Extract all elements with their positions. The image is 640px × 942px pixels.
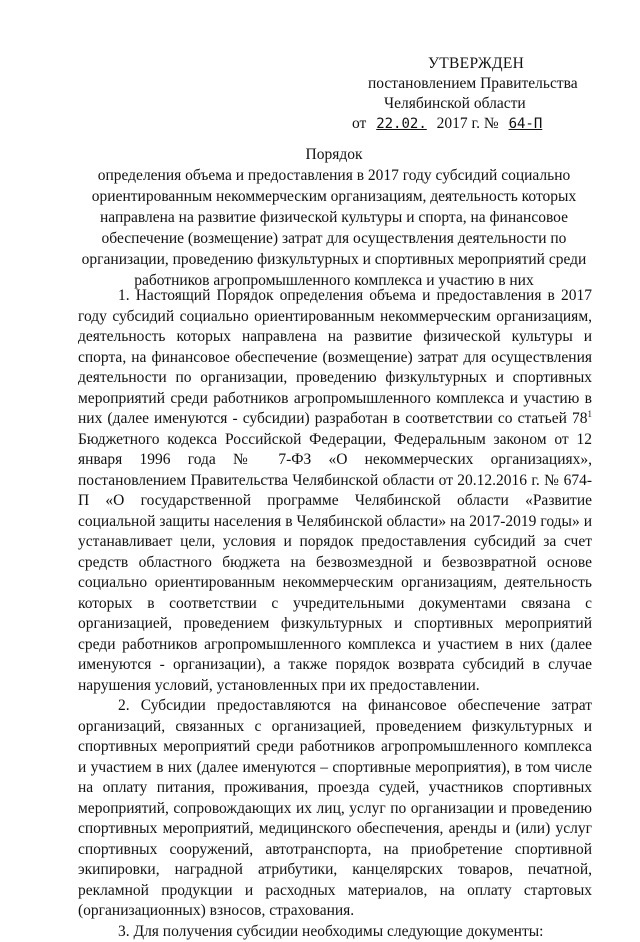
approval-resolution-line: постановлением Правительства <box>352 74 612 94</box>
paragraph-3: 3. Для получения субсидии необходимы следующие документы: <box>78 922 592 942</box>
date-prefix: от <box>352 115 366 132</box>
paragraph-1-part-a: 1. Настоящий Порядок определения объема и предоставления в 2017 году субсидий социально ориентированным некоммерческим организациям, деятельность которых направлена на развитие физической культуры и спорта, на финансовое обеспечение (возмещение) затрат для осуществления деятельности по организации, проведению физкультурных и спортивных мероприятий среди работников агропромышленного комплекса и участию в них (далее именуются - субсидии) разработан в соответствии со статьей 78 <box>78 287 592 427</box>
date-value: 22.02. <box>370 116 433 132</box>
paragraph-1-part-b: Бюджетного кодекса Российской Федерации, Федеральным законом от 12 января 1996 года № 7-ФЗ «О некоммерческих организациях», постановлением Правительства Челябинской области от 20.12.2016 г. № 674-П «О государственной программе Челябинской области «Развитие социальной защиты населения в Челябинской области» на 2017-2019 годы» и устанавливает цели, условия и порядок предоставления субсидий за счет средств областного бюджета на безвозмездной и безвозвратной основе социально ориентированным некоммерческим организациям, деятельность которых в соответствии с учредительными документами связана с организацией, проведением физкультурных и спортивных мероприятий среди работников агропромышленного комплекса и участием в них (далее именуются - организации), а также порядок возврата субсидий в случае нарушения условий, установленных при их предоставлении. <box>78 431 592 694</box>
document-body <box>78 286 592 942</box>
approval-heading: УТВЕРЖДЕН <box>352 54 612 74</box>
approval-region-line: Челябинской области <box>352 94 612 114</box>
title-heading: Порядок <box>78 144 590 165</box>
paragraph-2: 2. Субсидии предоставляются на финансовое обеспечение затрат организаций, связанных с организацией, проведением физкультурных и спортивных мероприятий среди работников агропромышленного комплекса и участием в них (далее именуются – спортивные мероприятия), в том числе на оплату питания, проживания, проезда судей, участников спортивных мероприятий, сопровождающих их лиц, услуг по организации и проведению спортивных мероприятий, медицинского обеспечения, аренды и (или) услуг спортивных сооружений, автотранспорта, на приобретение спортивной экипировки, наградной атрибутики, канцелярских товаров, печатной, рекламной продукции и расходных материалов, на оплату стартовых (организационных) взносов, страхования. <box>78 696 592 922</box>
resolution-number: 64-П <box>503 116 549 132</box>
approval-date-line <box>352 114 612 134</box>
approval-block <box>352 54 612 134</box>
document-title <box>78 144 590 291</box>
title-text: определения объема и предоставления в 2017 году субсидий социально ориентированным некоммерческим организациям, деятельность которых направлена на развитие физической культуры и спорта, на финансовое обеспечение (возмещение) затрат для осуществления деятельности по организации, проведению физкультурных и спортивных мероприятий среди работников агропромышленного комплекса и участию в них <box>78 165 590 291</box>
year-text: 2017 г. № <box>437 115 499 132</box>
paragraph-1 <box>78 286 592 696</box>
footnote-superscript: 1 <box>588 409 593 419</box>
